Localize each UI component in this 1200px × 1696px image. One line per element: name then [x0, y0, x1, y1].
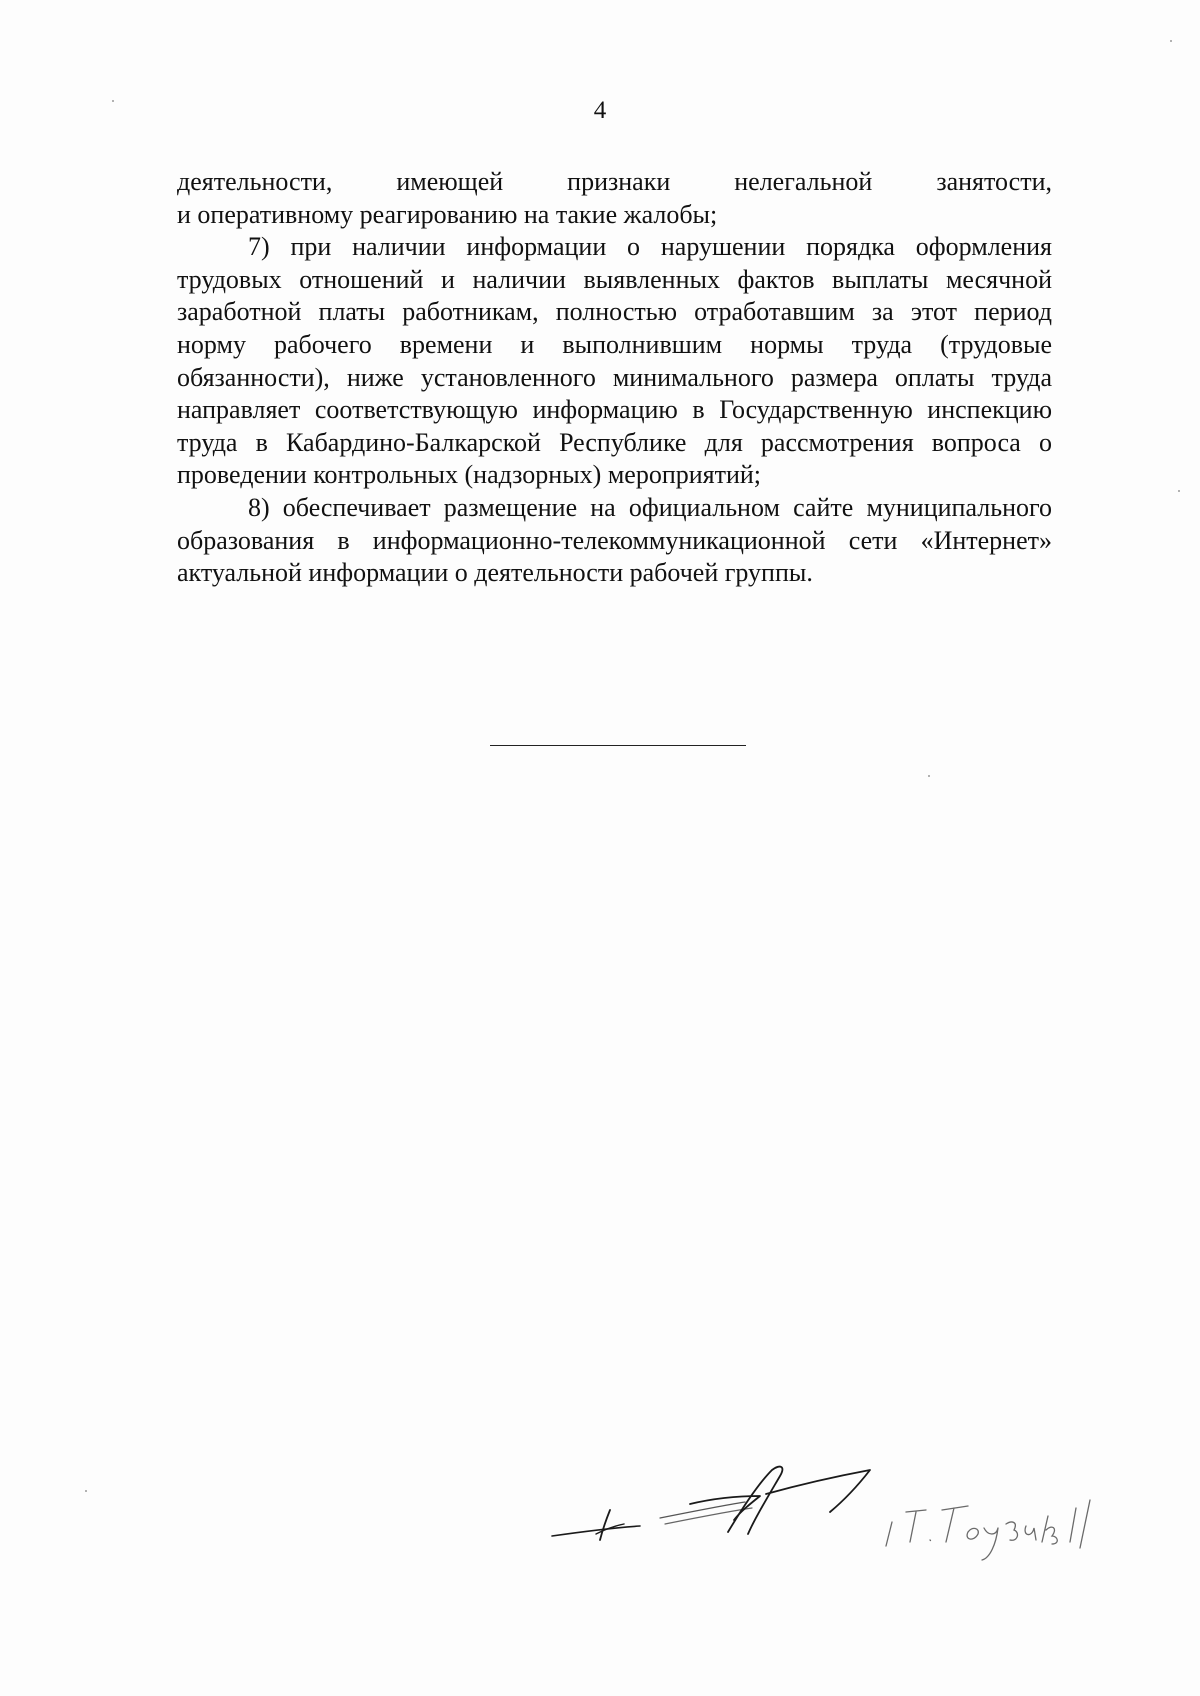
- scan-artifact: [928, 775, 930, 777]
- scan-artifact: [85, 1490, 87, 1492]
- document-body: [177, 166, 1052, 590]
- page-number: 4: [593, 97, 607, 124]
- scan-artifact: [1178, 490, 1180, 492]
- scan-artifact: [112, 100, 114, 102]
- continuation-paragraph: [177, 166, 1052, 231]
- item-8-paragraph: 8) обеспечивает размещение на официальном сайте муниципального образования в информационно-телекоммуникационной сети «Интернет» актуальной информации о деятельности рабочей группы.: [177, 492, 1052, 588]
- handwritten-signature: [540, 1440, 1180, 1580]
- scan-artifact: [1170, 40, 1172, 42]
- item-7-paragraph: 7) при наличии информации о нарушении порядка оформления трудовых отношений и наличии выявленных фактов выплаты месячной заработной платы работникам, полностью отработавшим за этот период норму рабочего времени и выполнившим нормы труда (трудовые обязанности), ниже установленного минимального размера оплаты труда направляет соответствующую информацию в Государственную инспекцию труда в Кабардино-Балкарской Республике для рассмотрения вопроса о проведении контрольных (надзорных) мероприятий;: [177, 232, 1052, 490]
- end-divider: [490, 745, 746, 746]
- signature-block: [540, 1440, 1180, 1580]
- continuation-line-1: деятельности, имеющей признаки нелегальной занятости,: [177, 167, 1052, 196]
- continuation-line-2: и оперативному реагированию на такие жалобы;: [177, 199, 718, 229]
